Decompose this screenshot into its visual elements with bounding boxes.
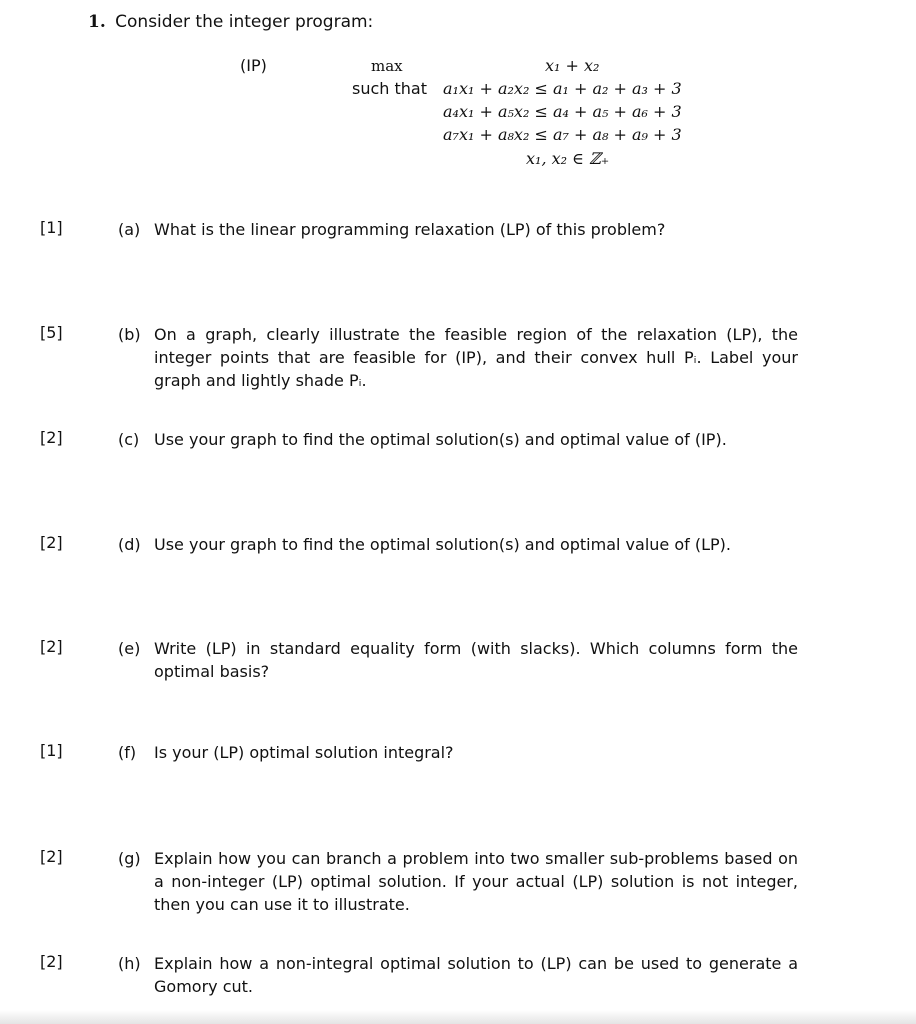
such-that-label: such that — [352, 79, 427, 98]
part-g-label: (g) — [118, 849, 141, 868]
part-b-text: On a graph, clearly illustrate the feasible region of the relaxation (LP), the integer points that are feasible for (IP), and their convex hull Pᵢ. Label your graph and lightly shade Pᵢ. — [154, 325, 798, 390]
part-e — [118, 637, 798, 683]
part-h — [118, 952, 798, 998]
part-f-text: Is your (LP) optimal solution integral? — [154, 743, 454, 762]
part-h-text: Explain how a non-integral optimal solution to (LP) can be used to generate a Gomory cut. — [154, 954, 798, 996]
part-d — [118, 533, 798, 556]
constraint-3: a₇x₁ + a₈x₂ ≤ a₇ + a₈ + a₉ + 3 — [443, 125, 682, 144]
part-a-text: What is the linear programming relaxation (LP) of this problem? — [154, 220, 666, 239]
points-d: [2] — [40, 533, 63, 552]
points-f: [1] — [40, 741, 63, 760]
question-intro: Consider the integer program: — [115, 12, 374, 32]
part-b — [118, 323, 798, 392]
question-header — [88, 12, 373, 32]
part-g — [118, 847, 798, 916]
part-h-label: (h) — [118, 954, 141, 973]
part-f-label: (f) — [118, 743, 137, 762]
part-g-text: Explain how you can branch a problem into two smaller sub-problems based on a non-integer (LP) optimal solution. If your actual (LP) solution is not integer, then you can use it to illustrate. — [154, 849, 798, 914]
objective-function: x₁ + x₂ — [545, 56, 600, 75]
points-e: [2] — [40, 637, 63, 656]
points-c: [2] — [40, 428, 63, 447]
constraint-1: a₁x₁ + a₂x₂ ≤ a₁ + a₂ + a₃ + 3 — [443, 79, 682, 98]
part-c-label: (c) — [118, 430, 140, 449]
part-f — [118, 741, 798, 764]
part-e-label: (e) — [118, 639, 141, 658]
integrality-constraint: x₁, x₂ ∈ ℤ₊ — [526, 149, 610, 168]
bottom-fade — [0, 1010, 916, 1024]
part-b-label: (b) — [118, 325, 141, 344]
question-number: 1. — [88, 12, 106, 32]
points-g: [2] — [40, 847, 63, 866]
constraint-2: a₄x₁ + a₅x₂ ≤ a₄ + a₅ + a₆ + 3 — [443, 102, 682, 121]
part-c-text: Use your graph to find the optimal solution(s) and optimal value of (IP). — [154, 430, 727, 449]
part-c — [118, 428, 798, 451]
part-e-text: Write (LP) in standard equality form (with slacks). Which columns form the optimal basis? — [154, 639, 798, 681]
program-label: (IP) — [240, 56, 267, 75]
part-d-label: (d) — [118, 535, 141, 554]
points-h: [2] — [40, 952, 63, 971]
part-a — [118, 218, 798, 241]
max-label: max — [371, 57, 403, 75]
part-a-label: (a) — [118, 220, 141, 239]
points-a: [1] — [40, 218, 63, 237]
points-b: [5] — [40, 323, 63, 342]
part-d-text: Use your graph to find the optimal solution(s) and optimal value of (LP). — [154, 535, 731, 554]
